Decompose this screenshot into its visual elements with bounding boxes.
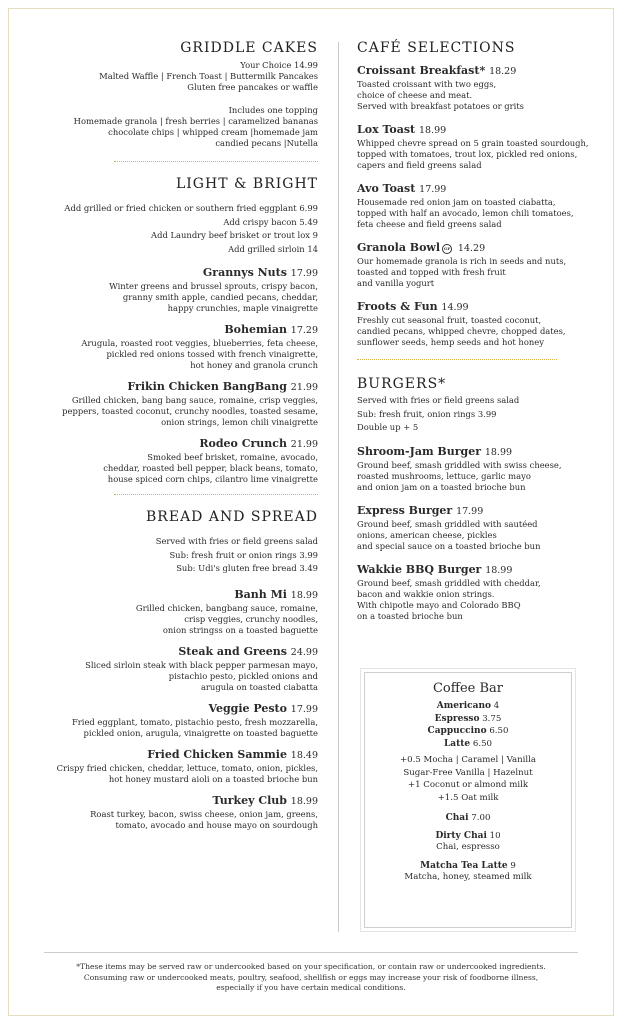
dirty-chai-name: Dirty Chai bbox=[435, 830, 487, 841]
item-price: 17.99 bbox=[419, 184, 447, 195]
topping-title: Includes one topping bbox=[228, 105, 318, 115]
burgers-line: Double up + 5 bbox=[357, 422, 419, 432]
burgers-line: Sub: fresh fruit, onion rings 3.99 bbox=[357, 408, 497, 419]
coffee-bar-box bbox=[364, 672, 572, 928]
item-name: Frikin Chicken BangBang bbox=[127, 380, 287, 393]
griddle-line: Gluten free pancakes or waffle bbox=[187, 82, 318, 92]
item-desc: choice of cheese and meat. bbox=[357, 90, 473, 100]
light-add: Add Laundry beef brisket or trout lox 9 bbox=[151, 230, 318, 240]
menu-item bbox=[34, 794, 318, 831]
menu-item bbox=[357, 241, 587, 289]
item-name: Bohemian bbox=[224, 323, 287, 336]
item-desc: and special sauce on a toasted brioche bun bbox=[357, 540, 541, 551]
item-price: 24.99 bbox=[290, 646, 318, 658]
item-name: Avo Toast bbox=[357, 182, 416, 195]
footer-line: Consuming raw or undercooked meats, poultry, seafood, shellfish or eggs may increase your risk of foodborne illness, bbox=[83, 972, 539, 982]
item-desc: onion strings, lemon chili vinaigrette bbox=[161, 417, 318, 427]
item-name: Fried Chicken Sammie bbox=[147, 747, 287, 761]
right-column bbox=[357, 40, 587, 631]
item-price: 18.49 bbox=[290, 749, 318, 761]
light-add: Add grilled sirloin 14 bbox=[228, 243, 318, 254]
chai-price: 7.00 bbox=[471, 813, 491, 823]
item-desc: Ground beef, smash griddled with sautéed bbox=[357, 518, 538, 529]
coffee-item-name: Espresso bbox=[434, 713, 480, 724]
item-desc: Grilled chicken, bang bang sauce, romaine, crisp veggies, bbox=[71, 395, 318, 405]
item-desc: Arugula, roasted root veggies, blueberries, feta cheese, bbox=[81, 338, 318, 348]
item-desc: feta cheese and field greens salad bbox=[357, 219, 502, 229]
item-desc: Ground beef, smash griddled with swiss cheese, bbox=[357, 459, 562, 470]
menu-item bbox=[34, 748, 318, 785]
item-desc: granny smith apple, candied pecans, cheddar, bbox=[122, 292, 318, 302]
item-desc: Served with breakfast potatoes or grits bbox=[357, 101, 524, 111]
item-price: 17.99 bbox=[290, 268, 318, 279]
item-desc: capers and field greens salad bbox=[357, 160, 482, 170]
coffee-addon: Sugar-Free Vanilla | Hazelnut bbox=[403, 767, 533, 778]
menu-item bbox=[34, 702, 318, 739]
item-desc: on a toasted brioche bun bbox=[357, 610, 463, 621]
item-desc: Freshly cut seasonal fruit, toasted coconut, bbox=[357, 315, 542, 325]
section-divider bbox=[357, 359, 557, 360]
coffee-item-price: 6.50 bbox=[472, 738, 493, 749]
item-price: 14.29 bbox=[457, 243, 486, 254]
menu-item bbox=[357, 64, 587, 112]
coffee-item-price: 4 bbox=[493, 701, 500, 711]
item-desc: Grilled chicken, bangbang sauce, romaine, bbox=[135, 602, 318, 613]
coffee-item-name: Americano bbox=[436, 701, 492, 711]
item-name: Croissant Breakfast* bbox=[357, 64, 486, 77]
bread-line: Sub: Udi's gluten free bread 3.49 bbox=[176, 563, 318, 573]
menu-item bbox=[34, 323, 318, 371]
item-name: Rodeo Crunch bbox=[199, 437, 287, 450]
item-price: 18.99 bbox=[484, 446, 513, 458]
bread-line: Served with fries or field greens salad bbox=[155, 536, 318, 546]
griddle-line: Your Choice 14.99 bbox=[240, 60, 318, 70]
item-name: Express Burger bbox=[357, 503, 453, 517]
item-price: 18.99 bbox=[485, 564, 513, 576]
item-desc: pickled red onions tossed with french vinaigrette, bbox=[106, 349, 318, 359]
item-price: 17.99 bbox=[456, 505, 484, 517]
item-price: 21.99 bbox=[290, 382, 318, 393]
griddle-line: Malted Waffle | French Toast | Buttermilk Pancakes bbox=[99, 71, 318, 81]
section-divider bbox=[114, 161, 318, 162]
topping-line: chocolate chips | whipped cream |homemade jam bbox=[108, 127, 318, 137]
item-desc: candied pecans, whipped chevre, chopped dates, bbox=[357, 326, 566, 336]
item-desc: Roast turkey, bacon, swiss cheese, onion jam, greens, bbox=[90, 808, 318, 819]
menu-item bbox=[34, 645, 318, 693]
matcha-name: Matcha Tea Latte bbox=[420, 860, 508, 871]
footer-line: especially if you have certain medical conditions. bbox=[216, 983, 406, 992]
item-price: 21.99 bbox=[290, 439, 318, 450]
matcha-desc: Matcha, honey, steamed milk bbox=[404, 871, 532, 882]
item-desc: Our homemade granola is rich in seeds and nuts, bbox=[357, 256, 567, 266]
item-desc: arugula on toasted ciabatta bbox=[200, 681, 318, 692]
item-price: 14.99 bbox=[441, 302, 469, 313]
item-desc: toasted and topped with fresh fruit bbox=[357, 267, 506, 277]
item-price: 18.99 bbox=[418, 125, 447, 136]
coffee-addon: +1 Coconut or almond milk bbox=[407, 780, 529, 790]
item-desc: hot honey mustard aioli on a toasted brioche bun bbox=[108, 773, 318, 784]
item-price: 18.99 bbox=[290, 795, 318, 807]
light-add: Add grilled or fried chicken or southern fried eggplant 6.99 bbox=[64, 203, 318, 213]
item-name: Wakkie BBQ Burger bbox=[357, 562, 482, 576]
item-desc: With chipotle mayo and Colorado BBQ bbox=[357, 599, 521, 610]
cafe-title: CAFÉ SELECTIONS bbox=[357, 40, 516, 56]
menu-item bbox=[34, 380, 318, 428]
menu-item bbox=[357, 123, 587, 171]
item-name: Turkey Club bbox=[212, 793, 287, 807]
item-desc: Toasted croissant with two eggs, bbox=[357, 79, 497, 89]
item-desc: Crispy fried chicken, cheddar, lettuce, tomato, onion, pickles, bbox=[56, 762, 318, 773]
item-name: Froots & Fun bbox=[357, 300, 438, 313]
bread-line: Sub: fresh fruit or onion rings 3.99 bbox=[169, 549, 318, 560]
item-desc: and onion jam on a toasted brioche bun bbox=[357, 481, 526, 492]
item-desc: roasted mushrooms, lettuce, garlic mayo bbox=[357, 470, 531, 481]
item-desc: bacon and wakkie onion strings. bbox=[357, 588, 495, 599]
matcha-price: 9 bbox=[510, 860, 516, 871]
item-desc: cheddar, roasted bell pepper, black beans, tomato, bbox=[103, 463, 318, 473]
section-divider bbox=[114, 494, 318, 495]
topping-line: Homemade granola | fresh berries | caramelized bananas bbox=[73, 116, 318, 126]
footer-disclaimer bbox=[36, 962, 586, 994]
item-name: Shroom-Jam Burger bbox=[357, 444, 481, 458]
item-desc: sunflower seeds, hemp seeds and hot honey bbox=[357, 337, 544, 347]
left-column bbox=[34, 40, 318, 840]
item-desc: Winter greens and brussel sprouts, crispy bacon, bbox=[109, 281, 318, 291]
item-desc: hot honey and granola crunch bbox=[190, 360, 318, 370]
item-price: 17.99 bbox=[290, 703, 318, 715]
item-desc: and vanilla yogurt bbox=[357, 278, 435, 288]
light-title: LIGHT & BRIGHT bbox=[175, 176, 318, 192]
item-price: 18.29 bbox=[489, 66, 517, 77]
item-desc: topped with tomatoes, trout lox, pickled red onions, bbox=[357, 149, 578, 159]
topping-line: candied pecans |Nutella bbox=[215, 138, 318, 148]
menu-item bbox=[357, 445, 587, 493]
item-name: Veggie Pesto bbox=[208, 701, 287, 715]
item-desc: topped with half an avocado, lemon chili tomatoes, bbox=[357, 208, 574, 218]
item-name: Grannys Nuts bbox=[202, 266, 287, 279]
footer-line: *These items may be served raw or undercooked based on your specification, or contain raw or undercooked ingredients. bbox=[76, 962, 546, 971]
burgers-line: Served with fries or field greens salad bbox=[357, 395, 520, 405]
item-desc: house spiced corn chips, cilantro lime vinaigrette bbox=[107, 474, 318, 484]
coffee-addon: +1.5 Oat milk bbox=[437, 792, 499, 803]
column-divider bbox=[338, 42, 339, 932]
item-desc: pickled onion, arugula, vinaigrette on toasted baguette bbox=[83, 727, 318, 738]
griddle-title: GRIDDLE CAKES bbox=[180, 40, 318, 56]
menu-item bbox=[34, 266, 318, 314]
menu-item bbox=[357, 563, 587, 622]
menu-item bbox=[34, 588, 318, 636]
coffee-item-price: 3.75 bbox=[482, 713, 502, 724]
item-desc: tomato, avocado and house mayo on sourdough bbox=[115, 819, 318, 830]
item-price: 17.29 bbox=[290, 325, 318, 336]
coffee-addon: +0.5 Mocha | Caramel | Vanilla bbox=[399, 755, 537, 765]
menu-item bbox=[357, 300, 587, 348]
item-desc: crisp veggies, crunchy noodles, bbox=[184, 613, 318, 624]
item-name: Banh Mi bbox=[234, 587, 287, 601]
menu-item bbox=[357, 182, 587, 230]
item-desc: Ground beef, smash griddled with cheddar, bbox=[357, 577, 541, 588]
item-desc: onions, american cheese, pickles bbox=[357, 529, 497, 540]
item-name: Steak and Greens bbox=[178, 644, 287, 658]
item-desc: Whipped chevre spread on 5 grain toasted sourdough, bbox=[357, 138, 589, 148]
coffee-item-name: Cappuccino bbox=[427, 726, 487, 736]
item-desc: Fried eggplant, tomato, pistachio pesto, fresh mozzarella, bbox=[71, 716, 318, 727]
footer-divider bbox=[44, 952, 578, 953]
item-name: Lox Toast bbox=[357, 123, 416, 136]
gluten-free-icon: GF bbox=[442, 244, 452, 254]
item-desc: peppers, toasted coconut, crunchy noodles, toasted sesame, bbox=[62, 406, 318, 416]
dirty-chai-desc: Chai, espresso bbox=[436, 841, 500, 852]
item-desc: Smoked beef brisket, romaine, avocado, bbox=[147, 452, 318, 462]
menu-item bbox=[34, 437, 318, 485]
item-desc: Housemade red onion jam on toasted ciabatta, bbox=[357, 197, 556, 207]
coffee-item-name: Latte bbox=[443, 738, 471, 749]
item-desc: pistachio pesto, pickled onions and bbox=[168, 670, 318, 681]
item-desc: onion stringss on a toasted baguette bbox=[162, 624, 318, 635]
dirty-chai-price: 10 bbox=[489, 830, 501, 841]
bread-title: BREAD AND SPREAD bbox=[146, 509, 318, 525]
coffee-bar-title: Coffee Bar bbox=[432, 681, 504, 696]
coffee-item-price: 6.50 bbox=[489, 726, 509, 736]
burgers-title: BURGERS* bbox=[357, 376, 447, 392]
item-desc: happy crunchies, maple vinaigrette bbox=[167, 303, 318, 313]
menu-item bbox=[357, 504, 587, 552]
light-add: Add crispy bacon 5.49 bbox=[223, 216, 318, 227]
chai-name: Chai bbox=[445, 813, 469, 823]
item-price: 18.99 bbox=[290, 589, 318, 601]
item-name: Granola Bowl bbox=[357, 241, 441, 254]
item-desc: Sliced sirloin steak with black pepper parmesan mayo, bbox=[85, 659, 318, 670]
